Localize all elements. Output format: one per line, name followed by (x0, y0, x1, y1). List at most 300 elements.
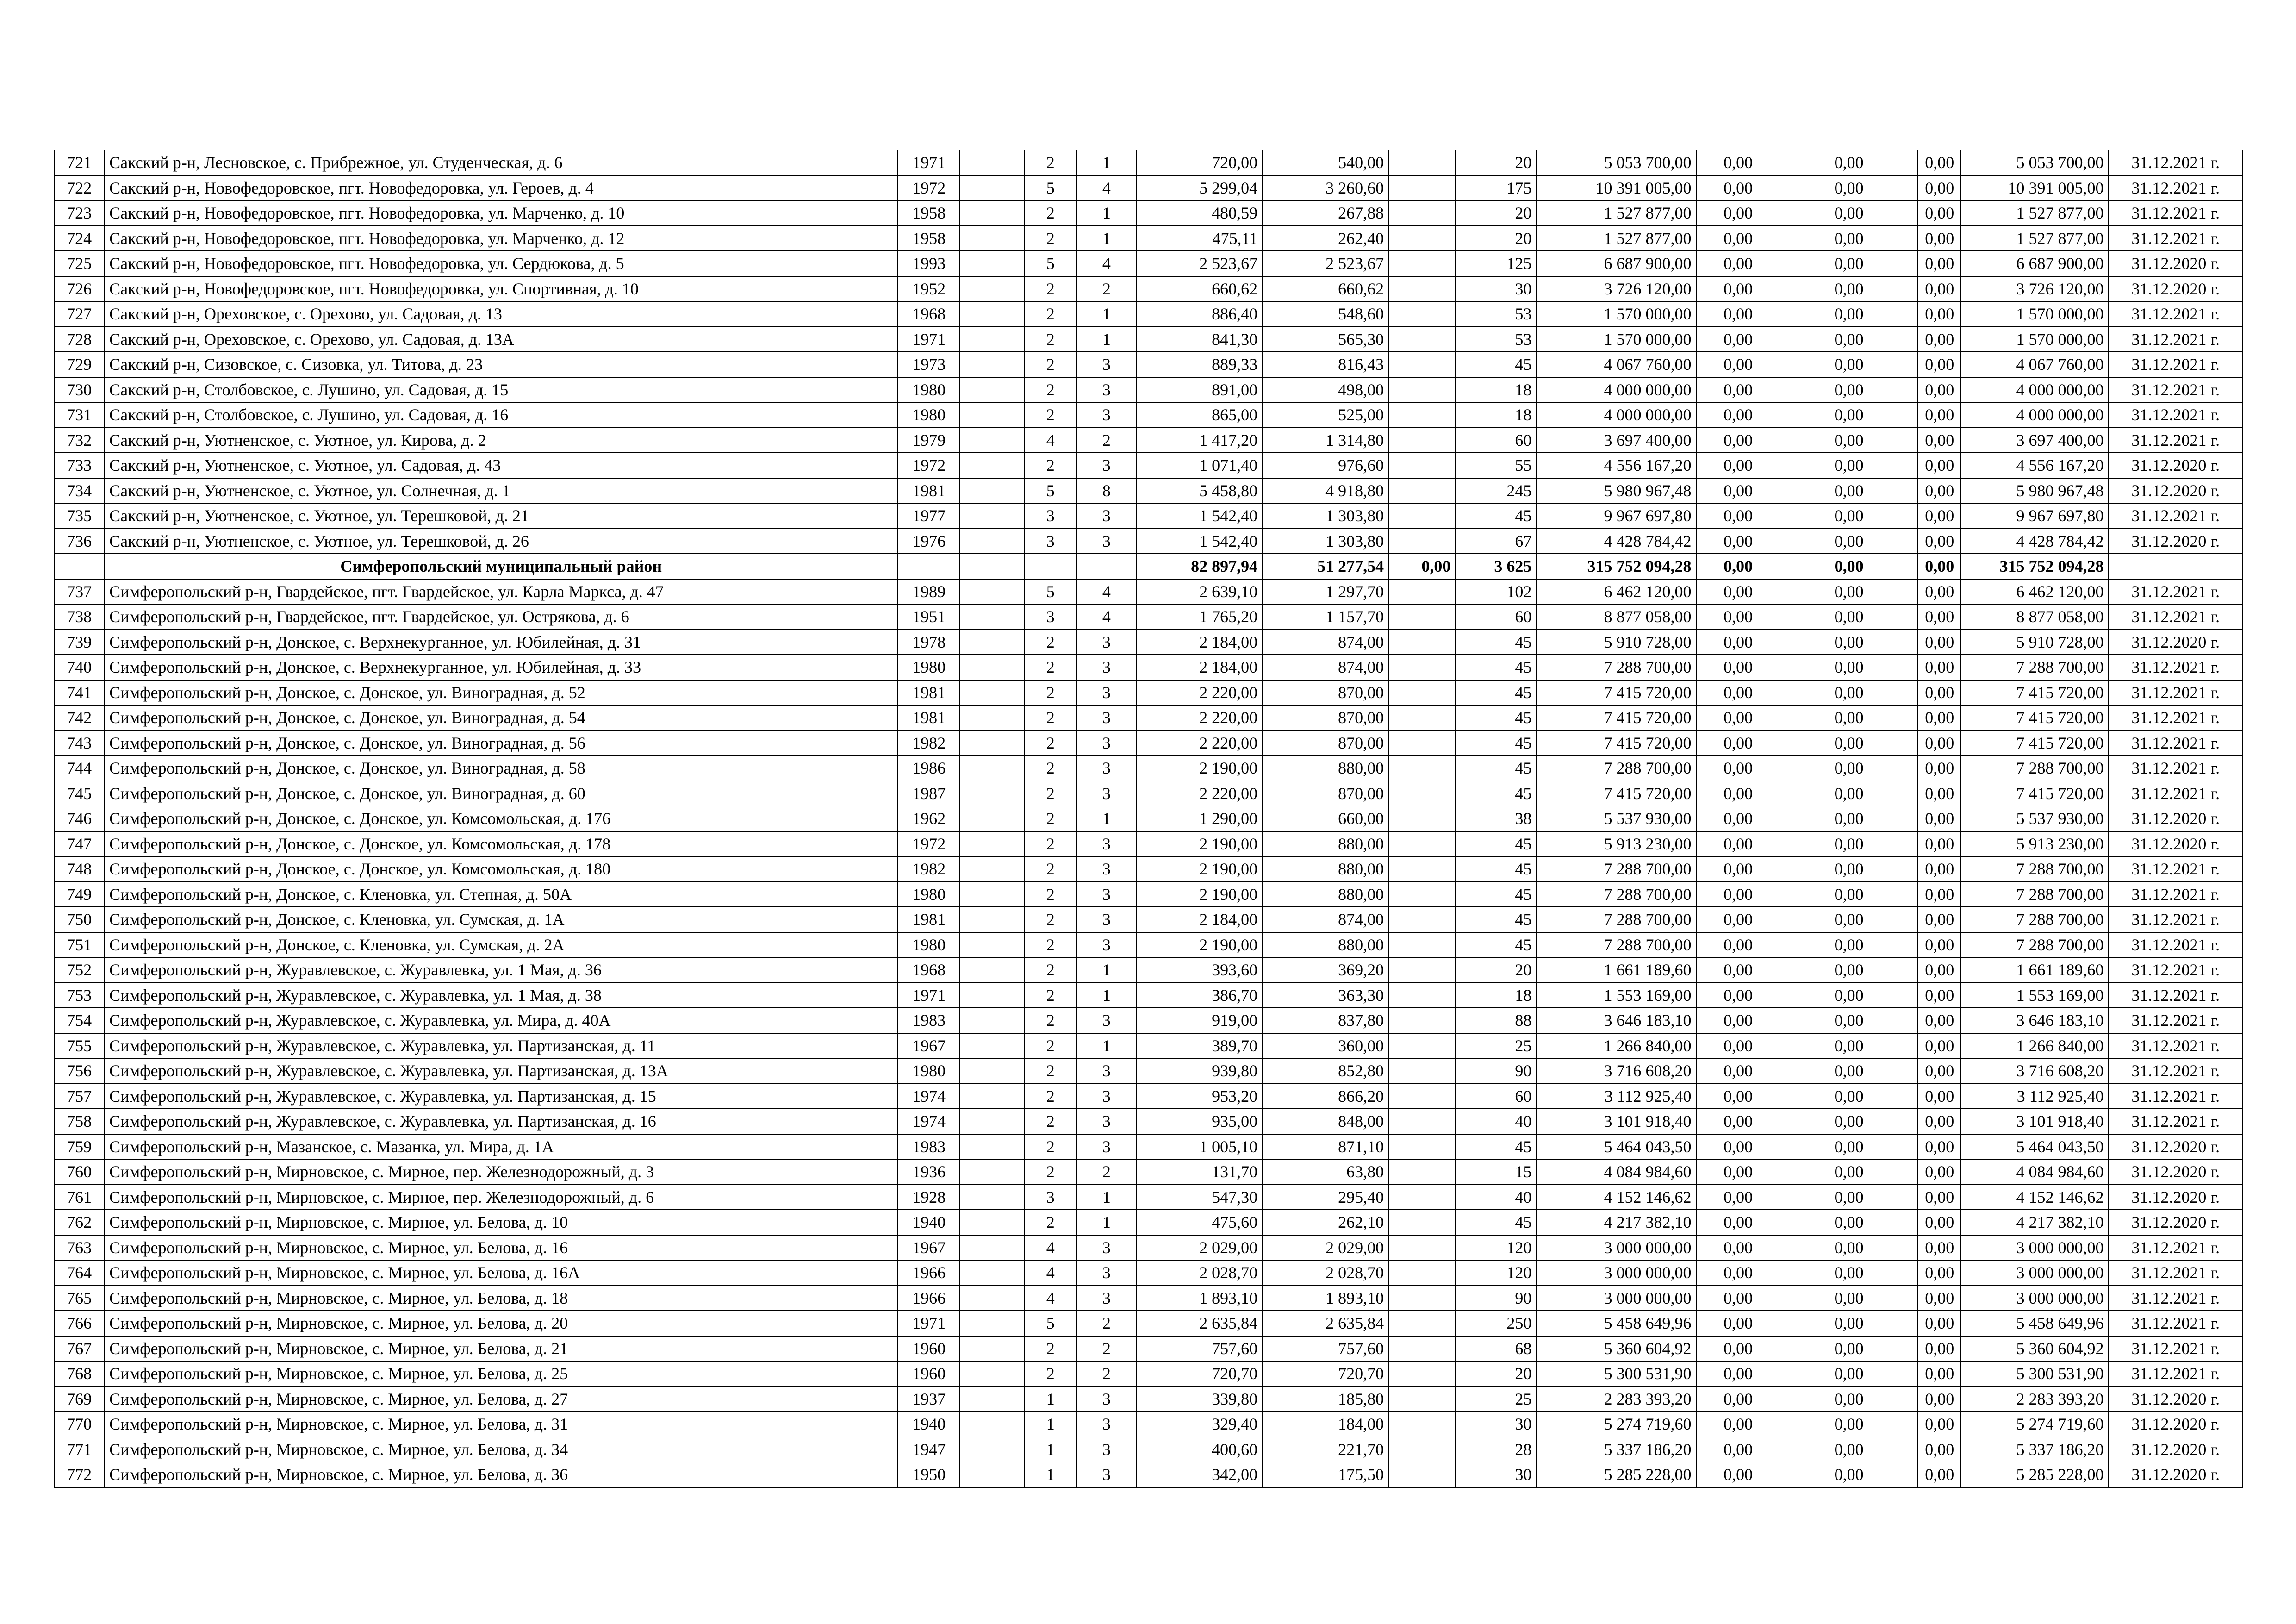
municipal-funds-cell: 0,00 (1918, 175, 1961, 201)
commission-year-cell (960, 175, 1024, 201)
completion-date-cell: 31.12.2021 г. (2109, 175, 2242, 201)
total-area-cell: 475,60 (1136, 1210, 1263, 1235)
total-area-cell: 2 220,00 (1136, 781, 1263, 806)
row-number-cell: 753 (54, 983, 104, 1008)
residents-cell: 68 (1456, 1336, 1537, 1362)
nonresidential-area-cell (1389, 1210, 1456, 1235)
residents-cell: 40 (1456, 1109, 1537, 1134)
owner-funds-cell: 7 288 700,00 (1961, 655, 2109, 680)
municipal-funds-cell: 0,00 (1918, 1462, 1961, 1487)
total-cost-cell: 7 415 720,00 (1537, 680, 1696, 706)
commission-year-cell (960, 630, 1024, 655)
floors-cell: 2 (1024, 150, 1076, 175)
total-area-cell: 2 190,00 (1136, 756, 1263, 781)
build-year-cell: 1967 (898, 1235, 960, 1261)
row-number-cell (54, 554, 104, 579)
nonresidential-area-cell (1389, 301, 1456, 327)
living-area-cell: 221,70 (1263, 1437, 1389, 1462)
table-row (54, 1437, 2242, 1462)
federal-funds-cell: 0,00 (1696, 503, 1780, 529)
federal-funds-cell: 0,00 (1696, 1311, 1780, 1336)
municipal-funds-cell: 0,00 (1918, 1084, 1961, 1109)
address-cell: Сакский р-н, Уютненское, с. Уютное, ул. Терешковой, д. 26 (104, 529, 898, 554)
residents-cell: 20 (1456, 957, 1537, 983)
build-year-cell: 1974 (898, 1084, 960, 1109)
living-area-cell: 816,43 (1263, 352, 1389, 377)
nonresidential-area-cell (1389, 1311, 1456, 1336)
living-area-cell: 880,00 (1263, 932, 1389, 958)
build-year-cell: 1960 (898, 1336, 960, 1362)
entrances-cell: 1 (1076, 150, 1136, 175)
municipal-funds-cell: 0,00 (1918, 377, 1961, 403)
nonresidential-area-cell (1389, 1008, 1456, 1033)
residents-cell: 45 (1456, 756, 1537, 781)
federal-funds-cell: 0,00 (1696, 276, 1780, 302)
build-year-cell: 1968 (898, 301, 960, 327)
floors-cell: 2 (1024, 731, 1076, 756)
row-number-cell: 748 (54, 856, 104, 882)
residents-cell: 25 (1456, 1033, 1537, 1059)
regional-funds-cell: 0,00 (1780, 1185, 1918, 1210)
federal-funds-cell: 0,00 (1696, 428, 1780, 453)
total-cost-cell: 5 337 186,20 (1537, 1437, 1696, 1462)
total-cost-cell: 4 217 382,10 (1537, 1210, 1696, 1235)
entrances-cell: 8 (1076, 478, 1136, 504)
entrances-cell: 4 (1076, 604, 1136, 630)
regional-funds-cell: 0,00 (1780, 503, 1918, 529)
regional-funds-cell: 0,00 (1780, 226, 1918, 251)
regional-funds-cell: 0,00 (1780, 957, 1918, 983)
federal-funds-cell: 0,00 (1696, 1361, 1780, 1387)
federal-funds-cell: 0,00 (1696, 402, 1780, 428)
nonresidential-area-cell (1389, 655, 1456, 680)
living-area-cell: 976,60 (1263, 453, 1389, 478)
floors-cell: 5 (1024, 579, 1076, 605)
total-cost-cell: 5 980 967,48 (1537, 478, 1696, 504)
federal-funds-cell: 0,00 (1696, 1387, 1780, 1412)
table-row (54, 1033, 2242, 1059)
total-cost-cell: 5 053 700,00 (1537, 150, 1696, 175)
federal-funds-cell: 0,00 (1696, 1412, 1780, 1437)
address-cell: Симферопольский р-н, Гвардейское, пгт. Гвардейское, ул. Карла Маркса, д. 47 (104, 579, 898, 605)
total-cost-cell: 3 000 000,00 (1537, 1260, 1696, 1286)
completion-date-cell: 31.12.2021 г. (2109, 402, 2242, 428)
row-number-cell: 739 (54, 630, 104, 655)
floors-cell: 2 (1024, 655, 1076, 680)
residents-cell: 102 (1456, 579, 1537, 605)
row-number-cell: 745 (54, 781, 104, 806)
owner-funds-cell: 5 285 228,00 (1961, 1462, 2109, 1487)
completion-date-cell: 31.12.2021 г. (2109, 1109, 2242, 1134)
row-number-cell: 741 (54, 680, 104, 706)
table-row (54, 1311, 2242, 1336)
owner-funds-cell: 1 527 877,00 (1961, 226, 2109, 251)
total-area-cell: 1 542,40 (1136, 529, 1263, 554)
entrances-cell: 2 (1076, 1159, 1136, 1185)
residents-cell: 20 (1456, 150, 1537, 175)
total-cost-cell: 3 112 925,40 (1537, 1084, 1696, 1109)
completion-date-cell: 31.12.2020 г. (2109, 1210, 2242, 1235)
regional-funds-cell: 0,00 (1780, 983, 1918, 1008)
nonresidential-area-cell (1389, 478, 1456, 504)
living-area-cell: 1 157,70 (1263, 604, 1389, 630)
entrances-cell: 1 (1076, 327, 1136, 352)
total-area-cell: 660,62 (1136, 276, 1263, 302)
entrances-cell: 4 (1076, 251, 1136, 276)
completion-date-cell: 31.12.2020 г. (2109, 1185, 2242, 1210)
municipal-funds-cell: 0,00 (1918, 301, 1961, 327)
commission-year-cell (960, 1311, 1024, 1336)
living-area-cell: 2 635,84 (1263, 1311, 1389, 1336)
regional-funds-cell: 0,00 (1780, 428, 1918, 453)
total-area-cell: 953,20 (1136, 1084, 1263, 1109)
regional-funds-cell: 0,00 (1780, 1134, 1918, 1160)
federal-funds-cell: 0,00 (1696, 1462, 1780, 1487)
nonresidential-area-cell (1389, 1185, 1456, 1210)
owner-funds-cell: 5 980 967,48 (1961, 478, 2109, 504)
address-cell: Симферопольский р-н, Гвардейское, пгт. Гвардейское, ул. Острякова, д. 6 (104, 604, 898, 630)
completion-date-cell: 31.12.2021 г. (2109, 957, 2242, 983)
row-number-cell: 738 (54, 604, 104, 630)
build-year-cell: 1987 (898, 781, 960, 806)
nonresidential-area-cell (1389, 402, 1456, 428)
build-year-cell: 1981 (898, 705, 960, 731)
municipal-funds-cell: 0,00 (1918, 1185, 1961, 1210)
build-year-cell: 1983 (898, 1008, 960, 1033)
table-row (54, 579, 2242, 605)
completion-date-cell: 31.12.2020 г. (2109, 1387, 2242, 1412)
regional-funds-cell: 0,00 (1780, 1235, 1918, 1261)
address-cell: Симферопольский р-н, Мирновское, с. Мирное, пер. Железнодорожный, д. 6 (104, 1185, 898, 1210)
total-area-cell: 1 005,10 (1136, 1134, 1263, 1160)
living-area-cell: 3 260,60 (1263, 175, 1389, 201)
address-cell: Симферопольский р-н, Мирновское, с. Мирное, ул. Белова, д. 18 (104, 1286, 898, 1311)
build-year-cell (898, 554, 960, 579)
total-cost-cell: 7 288 700,00 (1537, 856, 1696, 882)
living-area-cell: 184,00 (1263, 1412, 1389, 1437)
total-area-cell: 342,00 (1136, 1462, 1263, 1487)
row-number-cell: 732 (54, 428, 104, 453)
residents-cell: 250 (1456, 1311, 1537, 1336)
commission-year-cell (960, 856, 1024, 882)
owner-funds-cell: 4 000 000,00 (1961, 377, 2109, 403)
build-year-cell: 1982 (898, 731, 960, 756)
table-row (54, 226, 2242, 251)
floors-cell: 1 (1024, 1437, 1076, 1462)
regional-funds-cell: 0,00 (1780, 1437, 1918, 1462)
residents-cell: 45 (1456, 503, 1537, 529)
completion-date-cell: 31.12.2021 г. (2109, 604, 2242, 630)
floors-cell (1024, 554, 1076, 579)
municipal-funds-cell: 0,00 (1918, 1033, 1961, 1059)
owner-funds-cell: 3 000 000,00 (1961, 1286, 2109, 1311)
total-cost-cell: 7 415 720,00 (1537, 731, 1696, 756)
completion-date-cell: 31.12.2021 г. (2109, 226, 2242, 251)
total-cost-cell: 8 877 058,00 (1537, 604, 1696, 630)
build-year-cell: 1971 (898, 150, 960, 175)
row-number-cell: 754 (54, 1008, 104, 1033)
table-row (54, 1058, 2242, 1084)
entrances-cell: 3 (1076, 882, 1136, 907)
residents-cell: 45 (1456, 831, 1537, 857)
residents-cell: 45 (1456, 680, 1537, 706)
residents-cell: 45 (1456, 1134, 1537, 1160)
federal-funds-cell: 0,00 (1696, 856, 1780, 882)
commission-year-cell (960, 1437, 1024, 1462)
table-row (54, 907, 2242, 932)
federal-funds-cell: 0,00 (1696, 579, 1780, 605)
municipal-funds-cell: 0,00 (1918, 1286, 1961, 1311)
residents-cell: 28 (1456, 1437, 1537, 1462)
federal-funds-cell: 0,00 (1696, 327, 1780, 352)
regional-funds-cell: 0,00 (1780, 579, 1918, 605)
build-year-cell: 1974 (898, 1109, 960, 1134)
total-cost-cell: 7 288 700,00 (1537, 655, 1696, 680)
build-year-cell: 1972 (898, 831, 960, 857)
build-year-cell: 1976 (898, 529, 960, 554)
build-year-cell: 1951 (898, 604, 960, 630)
build-year-cell: 1981 (898, 680, 960, 706)
municipal-funds-cell: 0,00 (1918, 1109, 1961, 1134)
address-cell: Сакский р-н, Ореховское, с. Орехово, ул. Садовая, д. 13 (104, 301, 898, 327)
floors-cell: 2 (1024, 806, 1076, 831)
row-number-cell: 746 (54, 806, 104, 831)
total-area-cell: 480,59 (1136, 200, 1263, 226)
commission-year-cell (960, 478, 1024, 504)
living-area-cell: 757,60 (1263, 1336, 1389, 1362)
completion-date-cell: 31.12.2020 г. (2109, 1412, 2242, 1437)
residents-cell: 120 (1456, 1260, 1537, 1286)
completion-date-cell: 31.12.2021 г. (2109, 907, 2242, 932)
floors-cell: 2 (1024, 327, 1076, 352)
floors-cell: 2 (1024, 856, 1076, 882)
living-area-cell: 360,00 (1263, 1033, 1389, 1059)
federal-funds-cell: 0,00 (1696, 655, 1780, 680)
row-number-cell: 771 (54, 1437, 104, 1462)
residents-cell: 18 (1456, 377, 1537, 403)
address-cell: Симферопольский р-н, Журавлевское, с. Журавлевка, ул. Партизанская, д. 16 (104, 1109, 898, 1134)
municipal-funds-cell: 0,00 (1918, 705, 1961, 731)
entrances-cell: 3 (1076, 1235, 1136, 1261)
federal-funds-cell: 0,00 (1696, 1033, 1780, 1059)
address-cell: Симферопольский р-н, Мирновское, с. Мирное, ул. Белова, д. 16А (104, 1260, 898, 1286)
living-area-cell: 866,20 (1263, 1084, 1389, 1109)
living-area-cell: 2 028,70 (1263, 1260, 1389, 1286)
completion-date-cell (2109, 554, 2242, 579)
nonresidential-area-cell (1389, 630, 1456, 655)
commission-year-cell (960, 932, 1024, 958)
total-cost-cell: 1 661 189,60 (1537, 957, 1696, 983)
subtotal-residents-cell: 3 625 (1456, 554, 1537, 579)
address-cell: Симферопольский р-н, Донское, с. Донское, ул. Виноградная, д. 54 (104, 705, 898, 731)
floors-cell: 3 (1024, 503, 1076, 529)
regional-funds-cell: 0,00 (1780, 276, 1918, 302)
completion-date-cell: 31.12.2021 г. (2109, 1260, 2242, 1286)
residents-cell: 45 (1456, 932, 1537, 958)
federal-funds-cell: 0,00 (1696, 731, 1780, 756)
owner-funds-cell: 10 391 005,00 (1961, 175, 2109, 201)
owner-funds-cell: 4 084 984,60 (1961, 1159, 2109, 1185)
owner-funds-cell: 3 112 925,40 (1961, 1084, 2109, 1109)
federal-funds-cell: 0,00 (1696, 1260, 1780, 1286)
row-number-cell: 767 (54, 1336, 104, 1362)
completion-date-cell: 31.12.2020 г. (2109, 276, 2242, 302)
row-number-cell: 759 (54, 1134, 104, 1160)
total-cost-cell: 5 537 930,00 (1537, 806, 1696, 831)
build-year-cell: 1950 (898, 1462, 960, 1487)
regional-funds-cell: 0,00 (1780, 781, 1918, 806)
completion-date-cell: 31.12.2020 г. (2109, 831, 2242, 857)
total-area-cell: 2 523,67 (1136, 251, 1263, 276)
federal-funds-cell: 0,00 (1696, 1185, 1780, 1210)
completion-date-cell: 31.12.2021 г. (2109, 680, 2242, 706)
nonresidential-area-cell (1389, 1336, 1456, 1362)
regional-funds-cell: 0,00 (1780, 731, 1918, 756)
entrances-cell: 3 (1076, 1437, 1136, 1462)
completion-date-cell: 31.12.2020 г. (2109, 453, 2242, 478)
living-area-cell: 871,10 (1263, 1134, 1389, 1160)
row-number-cell: 770 (54, 1412, 104, 1437)
row-number-cell: 757 (54, 1084, 104, 1109)
living-area-cell: 2 523,67 (1263, 251, 1389, 276)
floors-cell: 2 (1024, 882, 1076, 907)
completion-date-cell: 31.12.2021 г. (2109, 983, 2242, 1008)
owner-funds-cell: 1 266 840,00 (1961, 1033, 2109, 1059)
owner-funds-cell: 8 877 058,00 (1961, 604, 2109, 630)
row-number-cell: 764 (54, 1260, 104, 1286)
floors-cell: 2 (1024, 630, 1076, 655)
living-area-cell: 369,20 (1263, 957, 1389, 983)
build-year-cell: 1978 (898, 630, 960, 655)
address-cell: Симферопольский р-н, Журавлевское, с. Журавлевка, ул. 1 Мая, д. 38 (104, 983, 898, 1008)
municipal-funds-cell: 0,00 (1918, 150, 1961, 175)
address-cell: Сакский р-н, Столбовское, с. Лушино, ул. Садовая, д. 15 (104, 377, 898, 403)
build-year-cell: 1980 (898, 882, 960, 907)
floors-cell: 2 (1024, 352, 1076, 377)
address-cell: Симферопольский р-н, Мирновское, с. Мирное, ул. Белова, д. 36 (104, 1462, 898, 1487)
commission-year-cell (960, 705, 1024, 731)
regional-funds-cell: 0,00 (1780, 1084, 1918, 1109)
municipal-funds-cell: 0,00 (1918, 1008, 1961, 1033)
residents-cell: 45 (1456, 781, 1537, 806)
table-row (54, 1336, 2242, 1362)
build-year-cell: 1971 (898, 983, 960, 1008)
commission-year-cell (960, 1134, 1024, 1160)
federal-funds-cell: 0,00 (1696, 604, 1780, 630)
floors-cell: 2 (1024, 932, 1076, 958)
address-cell: Симферопольский р-н, Донское, с. Донское, ул. Комсомольская, д. 178 (104, 831, 898, 857)
municipal-funds-cell: 0,00 (1918, 1437, 1961, 1462)
build-year-cell: 1936 (898, 1159, 960, 1185)
living-area-cell: 565,30 (1263, 327, 1389, 352)
table-row (54, 705, 2242, 731)
total-cost-cell: 7 288 700,00 (1537, 882, 1696, 907)
total-area-cell: 1 542,40 (1136, 503, 1263, 529)
entrances-cell: 3 (1076, 907, 1136, 932)
living-area-cell: 498,00 (1263, 377, 1389, 403)
commission-year-cell (960, 655, 1024, 680)
total-area-cell: 841,30 (1136, 327, 1263, 352)
total-cost-cell: 3 000 000,00 (1537, 1235, 1696, 1261)
completion-date-cell: 31.12.2021 г. (2109, 932, 2242, 958)
nonresidential-area-cell (1389, 907, 1456, 932)
entrances-cell: 3 (1076, 352, 1136, 377)
table-row (54, 276, 2242, 302)
row-number-cell: 735 (54, 503, 104, 529)
entrances-cell: 2 (1076, 1336, 1136, 1362)
nonresidential-area-cell (1389, 1361, 1456, 1387)
nonresidential-area-cell (1389, 1462, 1456, 1487)
entrances-cell: 2 (1076, 276, 1136, 302)
living-area-cell: 1 303,80 (1263, 529, 1389, 554)
nonresidential-area-cell (1389, 983, 1456, 1008)
owner-funds-cell: 6 462 120,00 (1961, 579, 2109, 605)
total-area-cell: 2 184,00 (1136, 630, 1263, 655)
living-area-cell: 870,00 (1263, 705, 1389, 731)
residents-cell: 120 (1456, 1235, 1537, 1261)
total-cost-cell: 5 913 230,00 (1537, 831, 1696, 857)
address-cell: Симферопольский р-н, Мирновское, с. Мирное, ул. Белова, д. 34 (104, 1437, 898, 1462)
table-row (54, 1361, 2242, 1387)
municipal-funds-cell: 0,00 (1918, 680, 1961, 706)
completion-date-cell: 31.12.2020 г. (2109, 251, 2242, 276)
owner-funds-cell: 7 288 700,00 (1961, 856, 2109, 882)
total-area-cell: 2 190,00 (1136, 831, 1263, 857)
residents-cell: 90 (1456, 1286, 1537, 1311)
floors-cell: 2 (1024, 705, 1076, 731)
floors-cell: 2 (1024, 957, 1076, 983)
row-number-cell: 761 (54, 1185, 104, 1210)
residents-cell: 20 (1456, 200, 1537, 226)
address-cell: Сакский р-н, Сизовское, с. Сизовка, ул. Титова, д. 23 (104, 352, 898, 377)
address-cell: Симферопольский р-н, Журавлевское, с. Журавлевка, ул. Партизанская, д. 11 (104, 1033, 898, 1059)
owner-funds-cell: 4 217 382,10 (1961, 1210, 2109, 1235)
commission-year-cell (960, 200, 1024, 226)
entrances-cell: 3 (1076, 856, 1136, 882)
nonresidential-area-cell (1389, 604, 1456, 630)
living-area-cell: 175,50 (1263, 1462, 1389, 1487)
total-cost-cell: 5 360 604,92 (1537, 1336, 1696, 1362)
completion-date-cell: 31.12.2020 г. (2109, 630, 2242, 655)
table-row (54, 1159, 2242, 1185)
total-cost-cell: 2 283 393,20 (1537, 1387, 1696, 1412)
residents-cell: 60 (1456, 604, 1537, 630)
owner-funds-cell: 3 726 120,00 (1961, 276, 2109, 302)
owner-funds-cell: 3 697 400,00 (1961, 428, 2109, 453)
residents-cell: 245 (1456, 478, 1537, 504)
regional-funds-cell: 0,00 (1780, 604, 1918, 630)
floors-cell: 5 (1024, 251, 1076, 276)
total-area-cell: 939,80 (1136, 1058, 1263, 1084)
address-cell: Сакский р-н, Уютненское, с. Уютное, ул. Кирова, д. 2 (104, 428, 898, 453)
regional-funds-cell: 0,00 (1780, 352, 1918, 377)
living-area-cell: 262,40 (1263, 226, 1389, 251)
regional-funds-cell: 0,00 (1780, 1058, 1918, 1084)
total-area-cell: 389,70 (1136, 1033, 1263, 1059)
completion-date-cell: 31.12.2021 г. (2109, 377, 2242, 403)
federal-funds-cell: 0,00 (1696, 226, 1780, 251)
regional-funds-cell: 0,00 (1780, 882, 1918, 907)
total-area-cell: 919,00 (1136, 1008, 1263, 1033)
table-row (54, 1210, 2242, 1235)
subtotal-municipal-funds-cell: 0,00 (1918, 554, 1961, 579)
nonresidential-area-cell (1389, 1387, 1456, 1412)
table-row (54, 175, 2242, 201)
regional-funds-cell: 0,00 (1780, 756, 1918, 781)
table-row (54, 1185, 2242, 1210)
municipal-funds-cell: 0,00 (1918, 276, 1961, 302)
regional-funds-cell: 0,00 (1780, 806, 1918, 831)
